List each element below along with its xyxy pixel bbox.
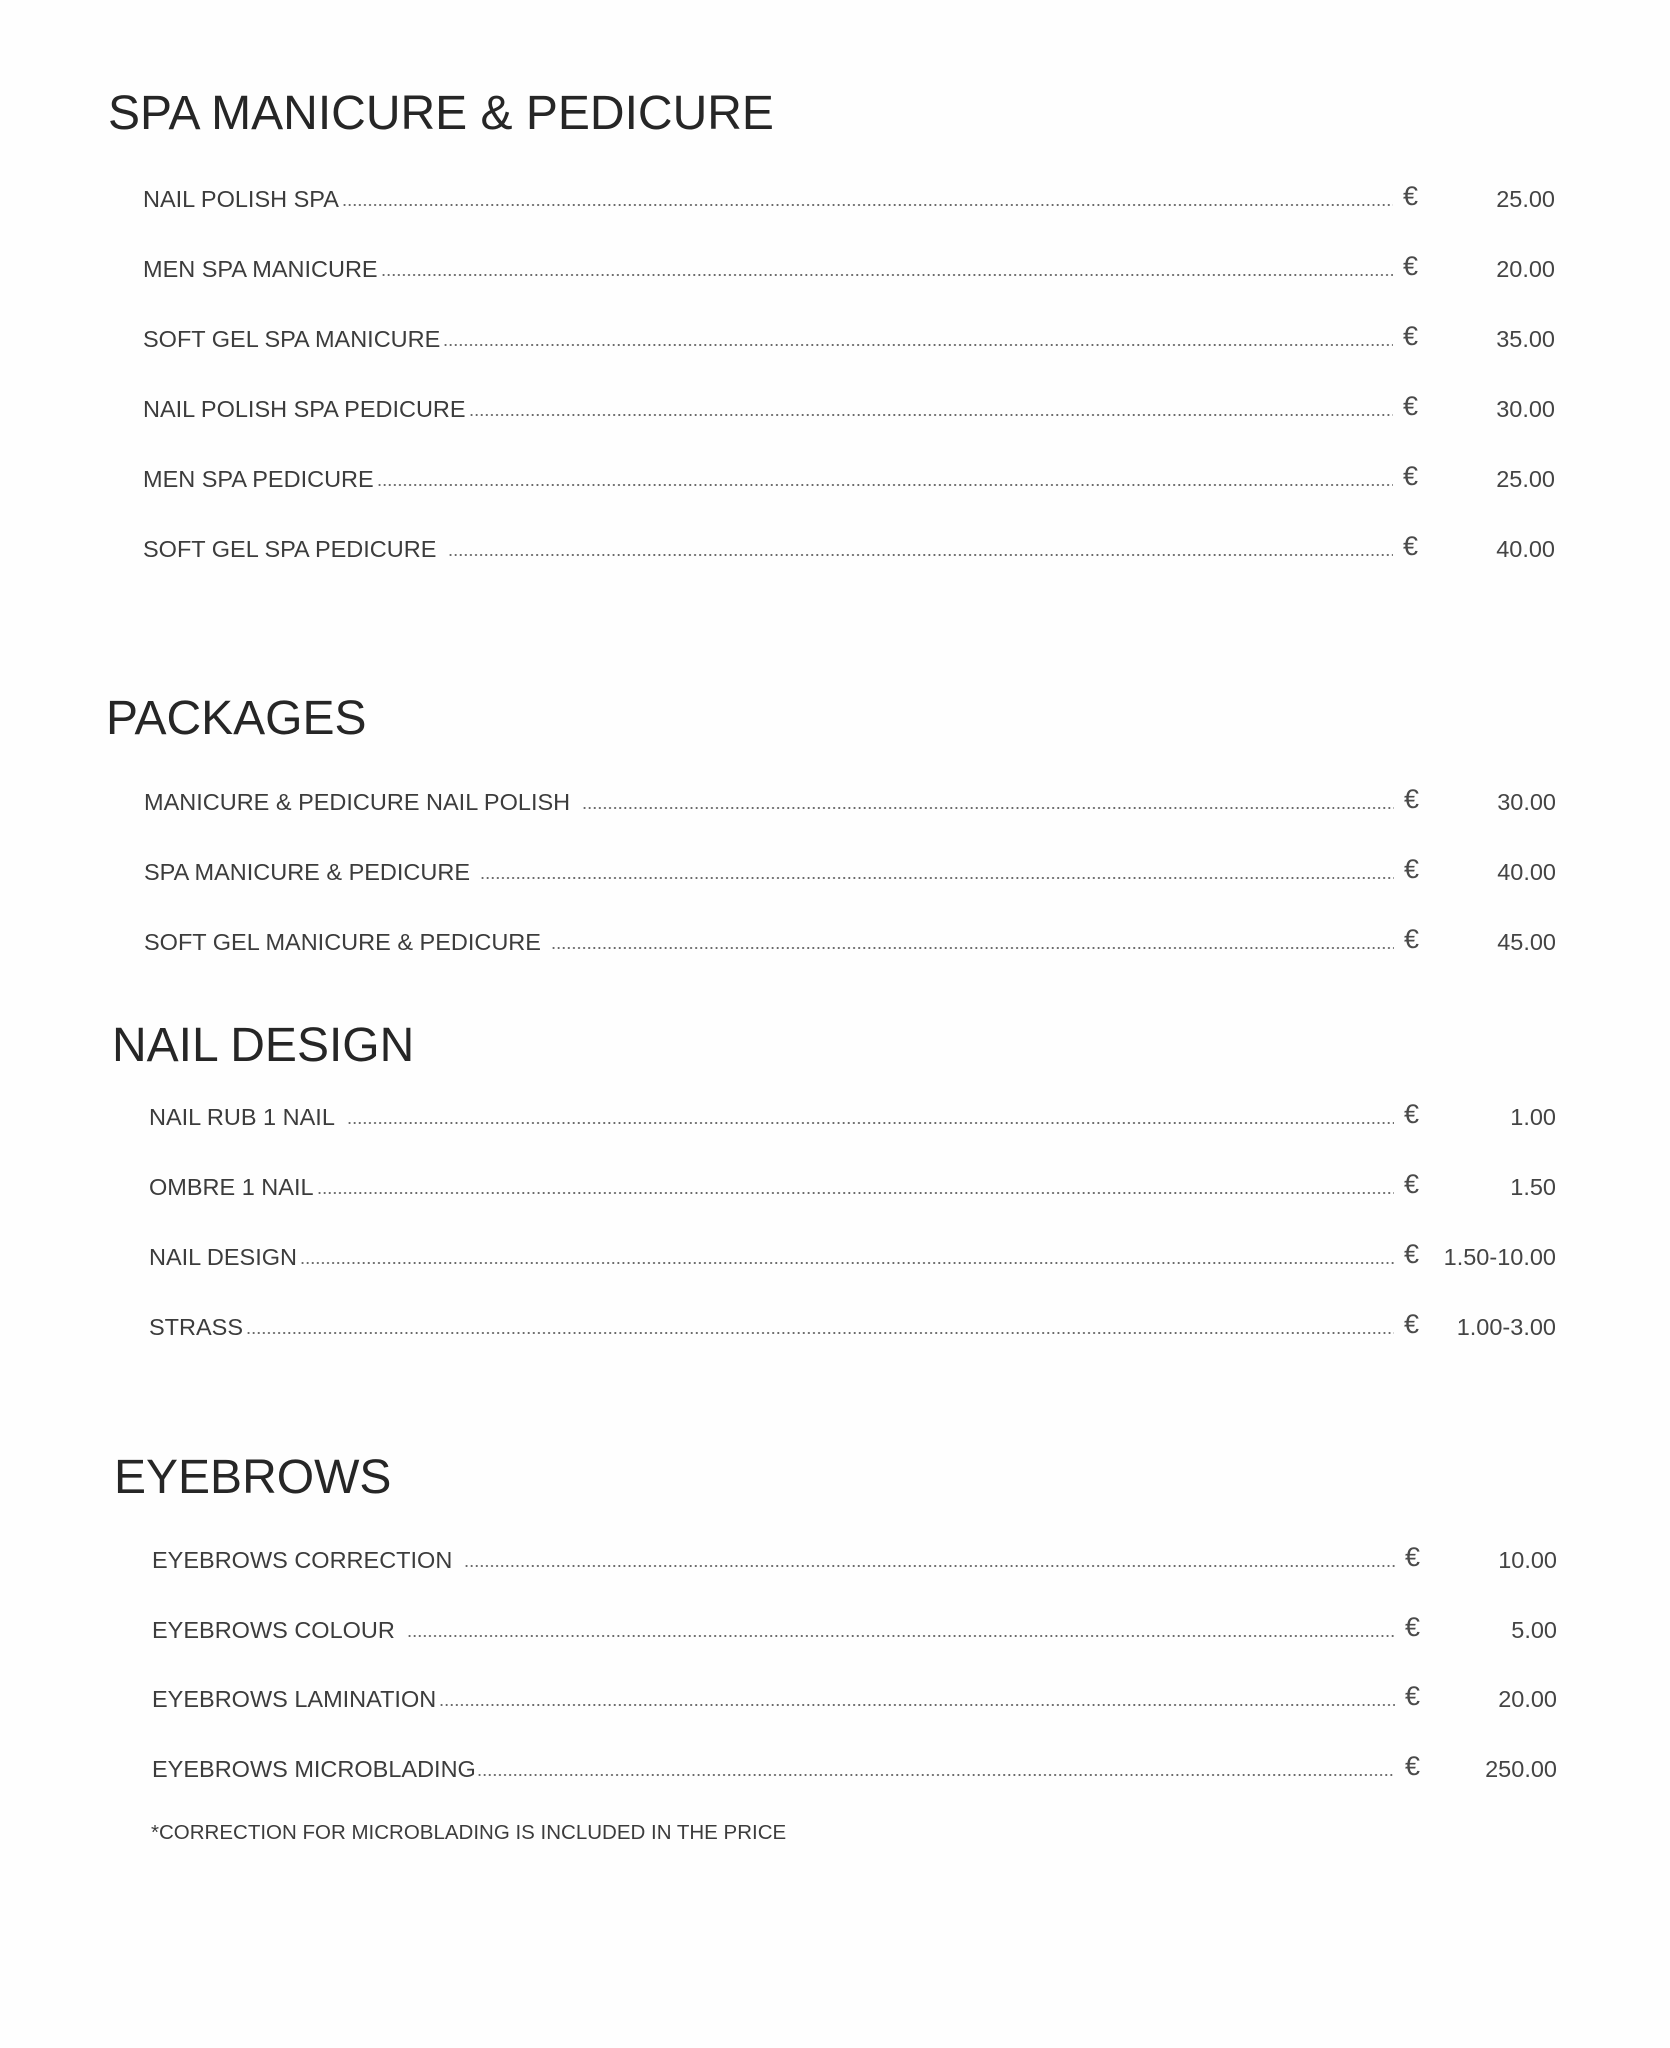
dotted-leader	[477, 1774, 1395, 1776]
dotted-leader	[300, 1262, 1394, 1264]
price-row	[149, 1241, 1556, 1271]
service-name: EYEBROWS MICROBLADING	[152, 1756, 476, 1782]
euro-icon: €	[1405, 1681, 1421, 1711]
euro-icon: €	[1404, 854, 1420, 884]
euro-icon: €	[1404, 1239, 1420, 1269]
price-row	[143, 253, 1555, 283]
price-row	[144, 926, 1556, 956]
euro-icon: €	[1403, 531, 1419, 561]
service-price: 30.00	[1497, 789, 1556, 815]
service-name: EYEBROWS LAMINATION	[152, 1686, 437, 1712]
euro-icon: €	[1403, 461, 1419, 491]
price-row	[143, 533, 1555, 563]
service-price: 5.00	[1511, 1617, 1557, 1643]
section-title-packages: PACKAGES	[106, 692, 367, 745]
service-name: EYEBROWS COLOUR	[152, 1617, 395, 1643]
service-price: 25.00	[1496, 466, 1555, 492]
euro-icon: €	[1405, 1751, 1421, 1781]
euro-icon: €	[1404, 1169, 1420, 1199]
dotted-leader	[551, 947, 1394, 949]
dotted-leader	[381, 274, 1393, 276]
price-row	[152, 1614, 1557, 1644]
dotted-leader	[582, 807, 1394, 809]
service-price: 1.00-3.00	[1456, 1314, 1556, 1340]
service-name: SPA MANICURE & PEDICURE	[144, 859, 471, 885]
euro-icon: €	[1403, 181, 1419, 211]
service-price: 30.00	[1496, 396, 1555, 422]
service-name: NAIL POLISH SPA	[143, 186, 339, 212]
service-price: 250.00	[1485, 1756, 1557, 1782]
service-price: 45.00	[1497, 929, 1556, 955]
euro-icon: €	[1404, 1099, 1420, 1129]
section-title-eyebrows: EYEBROWS	[114, 1451, 392, 1504]
dotted-leader	[246, 1332, 1394, 1334]
dotted-leader	[464, 1565, 1395, 1567]
service-name: SOFT GEL SPA MANICURE	[143, 326, 441, 352]
price-row	[149, 1101, 1556, 1131]
euro-icon: €	[1404, 784, 1420, 814]
euro-icon: €	[1404, 924, 1420, 954]
dotted-leader	[347, 1122, 1394, 1124]
service-name: MEN SPA MANICURE	[143, 256, 378, 282]
service-price: 1.50	[1510, 1174, 1556, 1200]
euro-icon: €	[1405, 1542, 1421, 1572]
price-row	[144, 856, 1556, 886]
dotted-leader	[469, 414, 1393, 416]
dotted-leader	[317, 1192, 1394, 1194]
price-row	[149, 1171, 1556, 1201]
service-price: 1.00	[1510, 1104, 1556, 1130]
service-name: MEN SPA PEDICURE	[143, 466, 374, 492]
service-name: MANICURE & PEDICURE NAIL POLISH	[144, 789, 571, 815]
section-title-spa-manicure-pedicure: SPA MANICURE & PEDICURE	[108, 87, 774, 140]
service-name: EYEBROWS CORRECTION	[152, 1547, 453, 1573]
euro-icon: €	[1404, 1309, 1420, 1339]
dotted-leader	[439, 1704, 1395, 1706]
service-price: 40.00	[1496, 536, 1555, 562]
service-name: NAIL RUB 1 NAIL	[149, 1104, 335, 1130]
price-row	[144, 786, 1556, 816]
dotted-leader	[480, 877, 1394, 879]
price-row	[143, 463, 1555, 493]
dotted-leader	[407, 1635, 1395, 1637]
service-name: NAIL DESIGN	[149, 1244, 297, 1270]
section-title-nail-design: NAIL DESIGN	[112, 1019, 415, 1072]
service-name: SOFT GEL SPA PEDICURE	[143, 536, 437, 562]
service-price: 1.50-10.00	[1443, 1244, 1556, 1270]
price-row	[143, 183, 1555, 213]
price-row	[143, 393, 1555, 423]
price-row	[149, 1311, 1556, 1341]
microblading-note: *CORRECTION FOR MICROBLADING IS INCLUDED IN THE PRICE	[151, 1821, 787, 1844]
euro-icon: €	[1403, 391, 1419, 421]
service-price: 20.00	[1498, 1686, 1557, 1712]
service-name: NAIL POLISH SPA PEDICURE	[143, 396, 466, 422]
euro-icon: €	[1405, 1612, 1421, 1642]
service-name: OMBRE 1 NAIL	[149, 1174, 314, 1200]
dotted-leader	[377, 484, 1393, 486]
service-name: STRASS	[149, 1314, 244, 1340]
euro-icon: €	[1403, 251, 1419, 281]
dotted-leader	[342, 204, 1393, 206]
service-price: 20.00	[1496, 256, 1555, 282]
euro-icon: €	[1403, 321, 1419, 351]
service-name: SOFT GEL MANICURE & PEDICURE	[144, 929, 541, 955]
price-row	[152, 1683, 1557, 1713]
dotted-leader	[443, 344, 1393, 346]
service-price: 40.00	[1497, 859, 1556, 885]
price-row	[143, 323, 1555, 353]
price-row	[152, 1544, 1557, 1574]
price-row	[152, 1753, 1557, 1783]
service-price: 25.00	[1496, 186, 1555, 212]
service-price: 10.00	[1498, 1547, 1557, 1573]
dotted-leader	[448, 554, 1393, 556]
service-price: 35.00	[1496, 326, 1555, 352]
